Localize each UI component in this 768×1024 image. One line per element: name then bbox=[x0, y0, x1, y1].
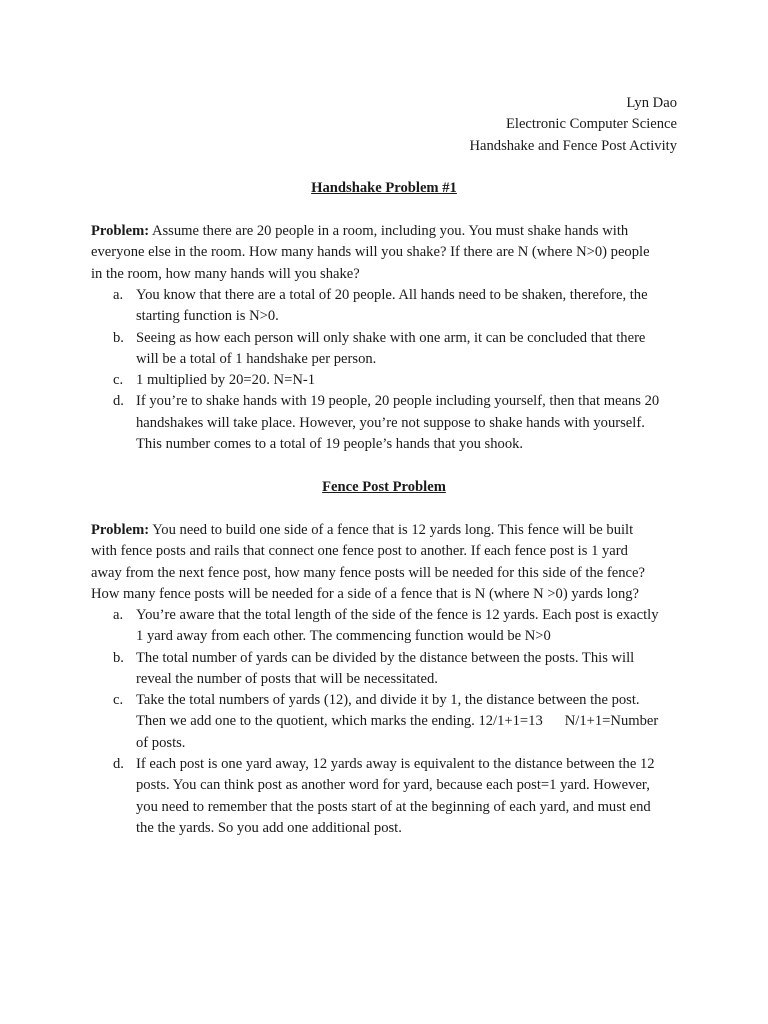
list-item: d. If you’re to shake hands with 19 people, 20 people including yourself, then that means 20 handshakes will take place. However, you’re not suppose to shake hands with yourself. This number comes to a total of 19 people’s hands that you shook. bbox=[113, 393, 660, 453]
author-name: Lyn Dao bbox=[626, 95, 677, 111]
problem-label: Problem: bbox=[91, 522, 150, 538]
list-marker: c. bbox=[113, 692, 124, 709]
list-marker: a. bbox=[113, 287, 124, 303]
problem-line: in the room, how many hands will you shake? bbox=[91, 265, 360, 282]
problem-line: Problem: Assume there are 20 people in a room, including you. You must shake hands with bbox=[91, 223, 629, 239]
problem-line: away from the next fence post, how many fence posts will be needed for this side of the fence? bbox=[91, 564, 645, 581]
handshake-problem-statement bbox=[91, 221, 691, 285]
handshake-answer-list bbox=[91, 285, 691, 455]
assignment-title: Handshake and Fence Post Activity bbox=[469, 137, 677, 154]
list-marker: a. bbox=[113, 607, 124, 623]
list-marker: d. bbox=[113, 756, 124, 773]
problem-line: Problem: You need to build one side of a fence that is 12 yards long. This fence will be built bbox=[91, 522, 634, 538]
fence-problem-statement bbox=[91, 520, 691, 605]
list-marker: b. bbox=[113, 649, 124, 666]
list-item: c. 1 multiplied by 20=20. N=N-1 bbox=[91, 370, 691, 391]
fence-section-title: Fence Post Problem bbox=[322, 479, 446, 495]
list-item: c. Take the total numbers of yards (12), and divide it by 1, the distance between the post. Then we add one to the quotient, which marks the ending. 12/1+1=13 N/1+1=Number of posts. bbox=[113, 692, 659, 751]
list-marker: b. bbox=[113, 329, 124, 346]
list-marker: c. bbox=[113, 372, 124, 389]
problem-label: Problem: bbox=[91, 223, 150, 239]
course-name: Electronic Computer Science bbox=[505, 116, 677, 133]
list-marker: d. bbox=[113, 393, 124, 410]
list-item: b. Seeing as how each person will only shake with one arm, it can be concluded that there will be a total of 1 handshake per person. bbox=[113, 329, 646, 367]
problem-line: everyone else in the room. How many hands will you shake? If there are N (where N>0) people bbox=[91, 244, 650, 261]
list-item: b. The total number of yards can be divided by the distance between the posts. This will reveal the number of posts that will be necessitated. bbox=[113, 649, 635, 687]
document-header bbox=[469, 93, 677, 157]
problem-line: with fence posts and rails that connect one fence post to another. If each fence post is 1 yard bbox=[91, 543, 628, 560]
list-item: a. You’re aware that the total length of the side of the fence is 12 yards. Each post is exactly 1 yard away from each other. The commencing function would be N>0 bbox=[113, 607, 659, 645]
fence-answer-list bbox=[91, 605, 691, 839]
list-item: d. If each post is one yard away, 12 yards away is equivalent to the distance between the 12 posts. You can think post as another word for yard, because each post=1 yard. However, you need to remember that the posts start of at the beginning of each yard, and must end the the yards. So you add one additional post. bbox=[113, 756, 655, 836]
problem-line: How many fence posts will be needed for a side of a fence that is N (where N >0) yards long? bbox=[91, 585, 640, 602]
handshake-section-title: Handshake Problem #1 bbox=[311, 180, 457, 196]
list-item: a. You know that there are a total of 20 people. All hands need to be shaken, therefore, the starting function is N>0. bbox=[113, 287, 648, 325]
